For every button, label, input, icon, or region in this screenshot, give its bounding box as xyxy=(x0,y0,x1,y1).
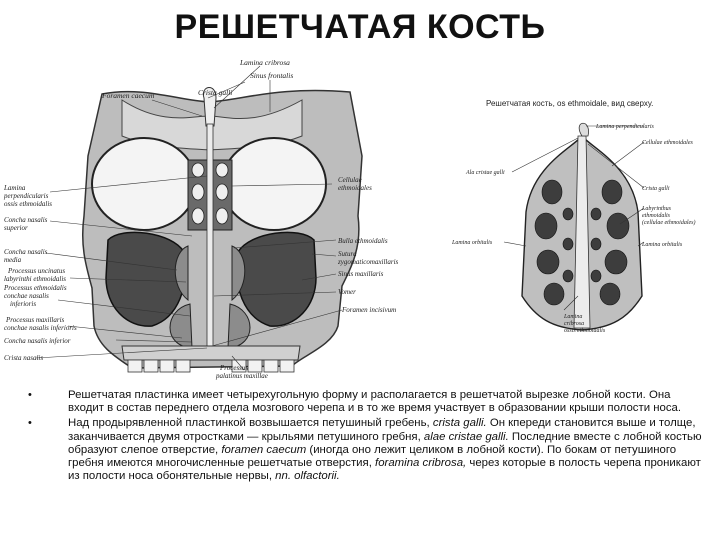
bullet-text: Решетчатая пластинка имеет четырехугольную форму и располагается в решетчатой вырезке лобной кости. Она входит в состав переднего отдела мозгового черепа и в то же время участвует в образовании крыши полости носа. xyxy=(68,389,682,415)
bullet-text: Последние вместе с лобной костью образуют слепое отверстие, xyxy=(68,430,702,456)
latin-term: crista galli. xyxy=(432,417,487,430)
latin-term: nn. olfactorii. xyxy=(275,470,340,483)
label-lamina-cribrosa: Lamina cribrosa xyxy=(240,58,290,67)
label-vomer: Vomer xyxy=(338,288,356,296)
label-foramen-incisivum: Foramen incisivum xyxy=(342,306,397,314)
label-concha-nasalis-inferior: Concha nasalis inferior xyxy=(4,337,71,345)
skull-section-drawing xyxy=(83,87,362,372)
bullet-text: Над продырявленной пластинкой возвышается петушиный гребень, xyxy=(68,417,433,430)
right-figure-caption: Решетчатая кость, os ethmoidale, вид сверху. xyxy=(486,99,654,108)
label-foramen-caecum: Foramen caecum xyxy=(102,91,155,100)
label-bulla-ethmoidalis: Bulla ethmoidalis xyxy=(338,237,388,245)
right-label-lamina-cribrosa: Lamina cribrosa ossis ethmoidalis xyxy=(564,314,606,334)
right-label-lamina-orbitalis-left: Lamina orbitalis xyxy=(452,240,493,246)
right-label-lamina-orbitalis-right: Lamina orbitalis xyxy=(642,242,683,248)
description-bullets xyxy=(24,389,704,485)
latin-term: alae cristae galli. xyxy=(423,430,509,443)
label-processus-maxillaris: Processus maxillaris conchae nasalis inferioris xyxy=(4,316,77,332)
right-label-lamina-perpendicularis: Lamina perpendicularis xyxy=(596,124,654,130)
label-lamina-perpendicularis: Lamina perpendicularis ossis ethmoidalis xyxy=(4,184,53,208)
label-processus-uncinatus: Processus uncinatus labyrinthi ethmoidalis xyxy=(4,267,67,283)
latin-term: foramen caecum xyxy=(221,443,307,456)
bullet-text: (иногда оно лежит целиком в лобной кости). По бокам от петушиного гребня имеются многочисленные решетчатые отверстия, xyxy=(68,443,677,470)
latin-term: foramina cribrosa, xyxy=(375,457,467,470)
right-label-labyrinthus: Labyrinthus ethmoidalis (cellulae ethmoidales) xyxy=(642,206,696,226)
skull-coronal-section-figure xyxy=(2,56,420,382)
label-crista-galli: Crista galli xyxy=(198,88,233,97)
bullet-item xyxy=(24,389,704,415)
right-label-crista-galli: Crista galli xyxy=(642,186,670,192)
label-concha-nasalis-media: Concha nasalis media xyxy=(4,248,48,264)
page-title: РЕШЕТЧАТАЯ КОСТЬ xyxy=(174,8,546,46)
right-label-ala-cristae-galli: Ala cristae galli xyxy=(466,170,505,176)
label-sinus-maxillaris: Sinus maxillaris xyxy=(338,270,384,278)
ethmoid-superior-view-figure xyxy=(452,96,714,346)
label-sinus-frontalis: Sinus frontalis xyxy=(250,71,294,80)
bullet-text: Он кпереди становится выше и толще, заканчивается двумя отростками — крыльями петушиного гребня, xyxy=(68,417,696,443)
label-processus-ethmoidalis: Processus ethmoidalis conchae nasalis inferioris xyxy=(4,284,67,308)
bullet-text: через которые в полость черепа проникают из полости носа обонятельные нервы, xyxy=(68,457,701,483)
label-processus-palatinus: Processus palatinus maxillae xyxy=(216,364,268,380)
ethmoid-bone-drawing xyxy=(522,123,642,330)
label-sutura-zygomaticomaxillaris: Sutura zygomaticomaxillaris xyxy=(338,250,399,266)
label-crista-nasalis: Crista nasalis xyxy=(4,354,44,362)
right-label-cellulae-ethmoidales: Cellulae ethmoidales xyxy=(642,140,693,146)
label-cellulae-ethmoidales: Cellulae ethmoidales xyxy=(338,176,372,192)
bullet-item xyxy=(24,417,704,483)
label-concha-nasalis-superior: Concha nasalis superior xyxy=(4,216,48,232)
